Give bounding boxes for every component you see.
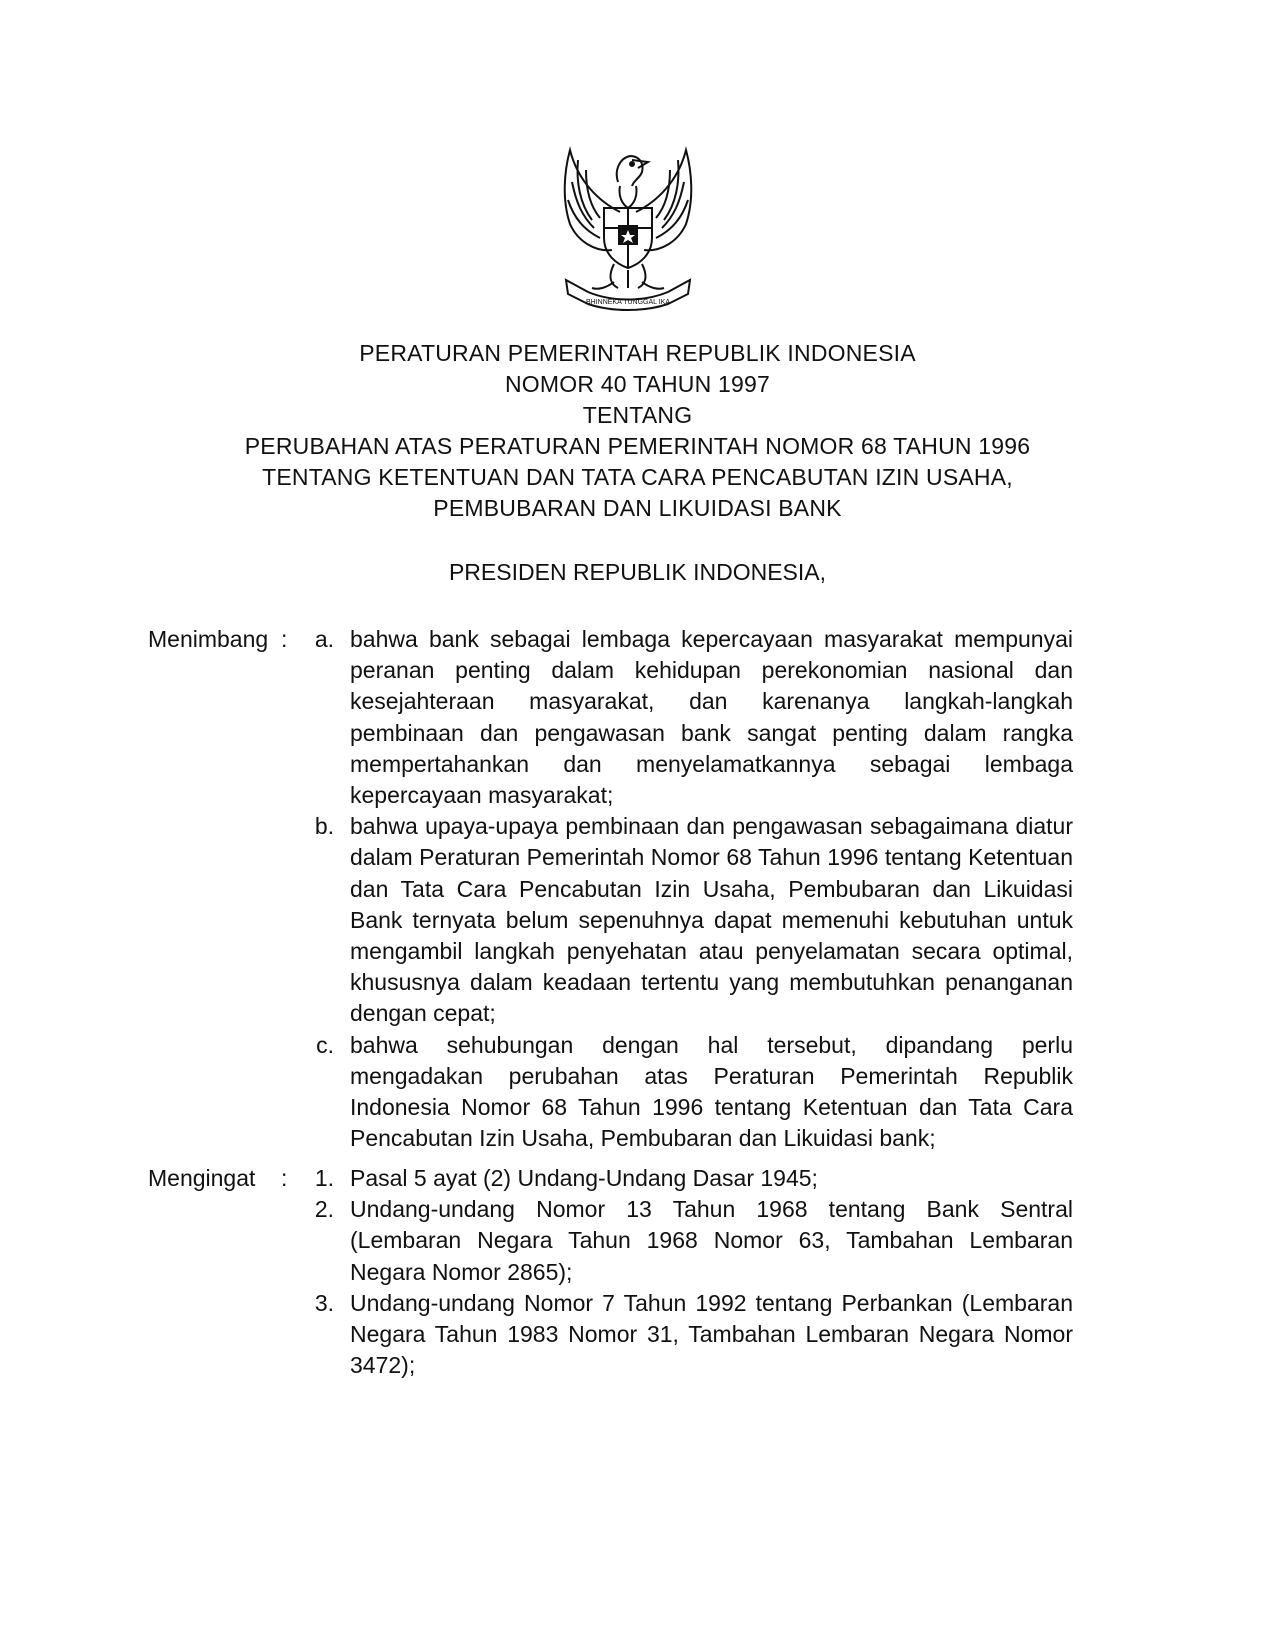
garuda-emblem-icon	[548, 142, 708, 312]
list-item	[0, 624, 1275, 811]
section-colon: :	[281, 1165, 288, 1191]
item-text: bahwa sehubungan dengan hal tersebut, dipandang perlu mengadakan perubahan atas Peraturan Pemerintah Republik Indonesia Nomor 68 Tahun 1996 tentang Ketentuan dan Tata Cara Pencabutan Izin Usaha, Pembubaran dan Likuidasi bank;	[350, 1031, 1073, 1152]
item-marker: 1.	[314, 1165, 334, 1191]
list-item	[0, 1288, 1275, 1382]
section-label: Menimbang	[148, 626, 269, 652]
section-label: Mengingat	[148, 1165, 256, 1191]
title-line: TENTANG KETENTUAN DAN TATA CARA PENCABUTAN IZIN USAHA,	[262, 464, 1013, 490]
item-marker: a.	[314, 626, 334, 652]
list-item	[0, 1194, 1275, 1288]
title-line: PERATURAN PEMERINTAH REPUBLIK INDONESIA	[359, 340, 916, 366]
item-marker: 2.	[314, 1196, 334, 1223]
item-text: Pasal 5 ayat (2) Undang-Undang Dasar 1945;	[350, 1165, 818, 1191]
emblem-motto: BHINNEKA TUNGGAL IKA	[585, 299, 671, 306]
item-text: Undang-undang Nomor 13 Tahun 1968 tentang Bank Sentral (Lembaran Negara Tahun 1968 Nomor 63, Tambahan Lembaran Negara Nomor 2865);	[350, 1196, 1073, 1285]
list-item	[0, 1163, 1275, 1194]
item-text: Undang-undang Nomor 7 Tahun 1992 tentang Perbankan (Lembaran Negara Tahun 1983 Nomor 31, Tambahan Lembaran Negara Nomor 3472);	[350, 1289, 1073, 1379]
title-line: PEMBUBARAN DAN LIKUIDASI BANK	[433, 495, 842, 521]
mengingat-section	[0, 1163, 1275, 1381]
document-title	[0, 338, 1275, 524]
item-text: bahwa bank sebagai lembaga kepercayaan masyarakat mempunyai peranan penting dalam kehidupan perekonomian nasional dan kesejahteraan masyarakat, dan karenanya langkah-langkah pembinaan dan pengawasan bank sangat penting dalam rangka mempertahankan dan menyelamatkannya sebagai lembaga kepercayaan masyarakat;	[350, 626, 1073, 809]
menimbang-section	[0, 624, 1275, 1154]
president-heading: PRESIDEN REPUBLIK INDONESIA,	[448, 559, 827, 585]
item-marker: b.	[314, 813, 334, 840]
list-item	[0, 811, 1275, 1029]
list-item	[0, 1030, 1275, 1155]
section-colon: :	[281, 626, 288, 652]
title-line: NOMOR 40 TAHUN 1997	[505, 371, 770, 397]
item-marker: c.	[316, 1031, 334, 1058]
title-line: TENTANG	[582, 402, 693, 428]
item-marker: 3.	[314, 1289, 334, 1316]
item-text: bahwa upaya-upaya pembinaan dan pengawasan sebagaimana diatur dalam Peraturan Pemerintah Nomor 68 Tahun 1996 tentang Ketentuan dan Tata Cara Pencabutan Izin Usaha, Pembubaran dan Likuidasi Bank ternyata belum sepenuhnya dapat memenuhi kebutuhan untuk mengambil langkah penyehatan atau penyelamatan secara optimal, khususnya dalam keadaan tertentu yang membutuhkan penanganan dengan cepat;	[350, 813, 1073, 1027]
title-line: PERUBAHAN ATAS PERATURAN PEMERINTAH NOMOR 68 TAHUN 1996	[244, 433, 1031, 459]
